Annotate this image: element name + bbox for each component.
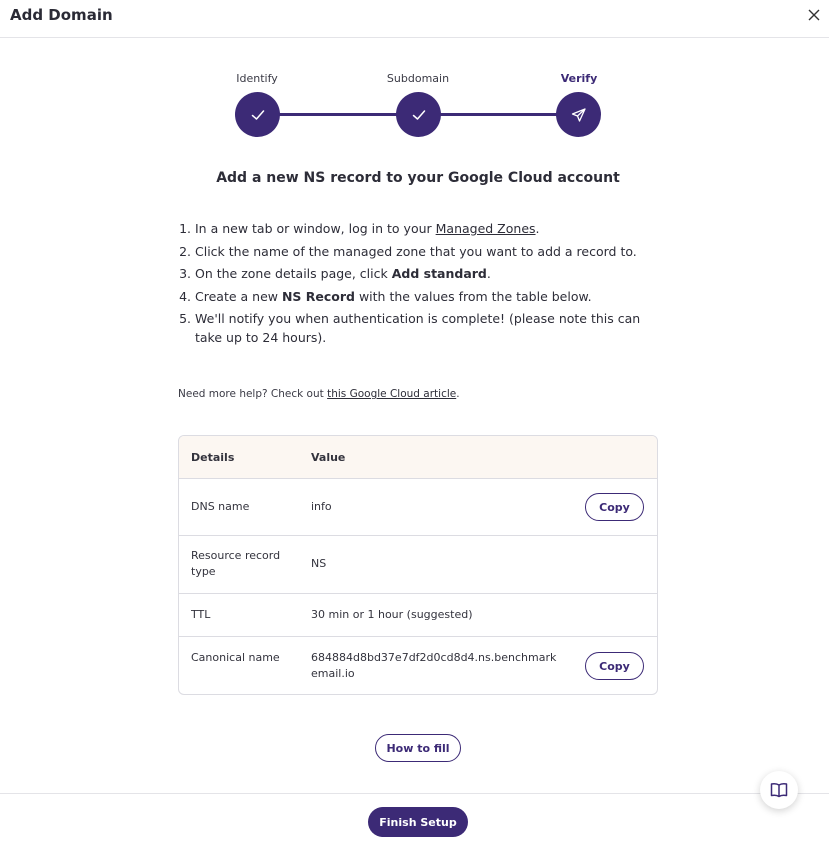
section-heading: Add a new NS record to your Google Cloud account [216, 170, 620, 186]
modal-footer [0, 793, 829, 847]
modal-title: Add Domain [10, 6, 113, 24]
step-label-identify: Identify [236, 72, 278, 85]
book-icon[interactable] [760, 771, 798, 809]
copy-dns-name-button[interactable]: Copy [585, 493, 644, 521]
step-connector [439, 113, 559, 116]
row-details: Canonical name [191, 651, 280, 664]
row-value: info [311, 500, 332, 513]
table-row [179, 536, 657, 594]
step-subdomain-done [396, 92, 441, 137]
check-icon [410, 106, 428, 124]
modal-header [0, 0, 829, 38]
row-value: NS [311, 557, 327, 570]
column-header-details: Details [191, 451, 235, 464]
step-identify-done [235, 92, 280, 137]
step-label-verify: Verify [560, 72, 598, 85]
column-header-value: Value [311, 451, 346, 464]
progress-stepper [0, 70, 829, 140]
row-value: 684884d8bd37e7df2d0cd8d4.ns.benchmarkemail.io [311, 651, 557, 680]
copy-canonical-name-button[interactable]: Copy [585, 652, 644, 680]
instruction-step: 2. Click the name of the managed zone that you want to add a record to. [195, 243, 658, 262]
finish-setup-button[interactable]: Finish Setup [368, 807, 468, 837]
google-cloud-article-link[interactable]: this Google Cloud article [327, 388, 457, 400]
step-verify-active [556, 92, 601, 137]
check-icon [249, 106, 267, 124]
managed-zones-link[interactable]: Managed Zones [435, 221, 536, 236]
instruction-step: 4. Create a new NS Record with the values from the table below. [195, 288, 658, 307]
help-text: Need more help? Check out this Google Cloud article. [178, 388, 460, 400]
send-icon [570, 106, 588, 124]
step-label-subdomain: Subdomain [386, 72, 450, 85]
row-details: Resource record type [191, 549, 281, 578]
instruction-list [178, 220, 658, 351]
row-value: 30 min or 1 hour (suggested) [311, 608, 473, 621]
row-details: TTL [191, 608, 211, 621]
close-icon[interactable] [805, 6, 823, 24]
table-header-row [179, 436, 657, 479]
ns-record-table [178, 435, 658, 695]
table-row [179, 594, 657, 637]
step-connector [278, 113, 398, 116]
instruction-step: 1. In a new tab or window, log in to your Managed Zones. [195, 220, 658, 239]
instruction-step: 5. We'll notify you when authentication is complete! (please note this can take up to 24 hours). [195, 310, 658, 347]
table-row [179, 479, 657, 536]
instruction-step: 3. On the zone details page, click Add standard. [195, 265, 658, 284]
row-details: DNS name [191, 500, 250, 513]
how-to-fill-button[interactable]: How to fill [375, 734, 461, 762]
table-row [179, 637, 657, 695]
